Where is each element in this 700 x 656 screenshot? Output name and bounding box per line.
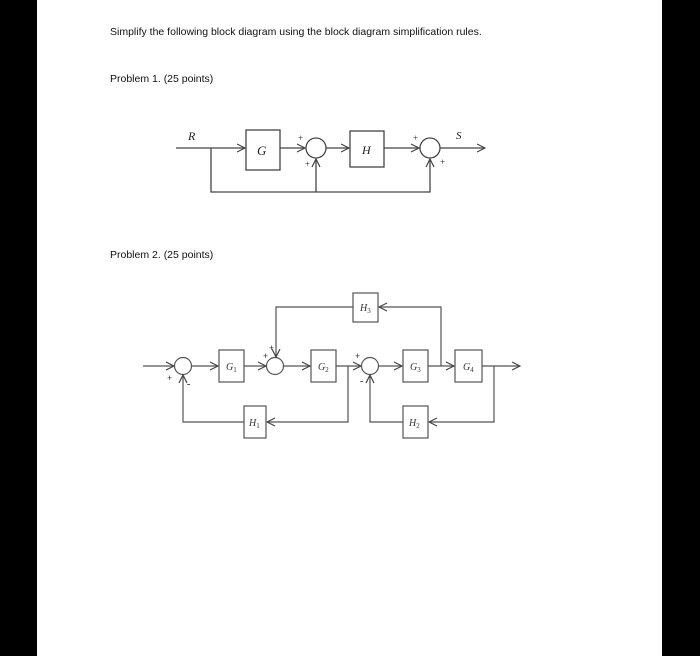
- problem-1-diagram: [176, 130, 485, 192]
- summing-junction-c: [362, 358, 379, 375]
- block-h2-label: $H_2$: [409, 418, 420, 430]
- sum-a-sign-minus: -: [187, 379, 191, 390]
- block-h-label: H: [362, 143, 371, 157]
- block-g1-label: $G_1$: [226, 362, 237, 374]
- summing-junction-1: [306, 138, 326, 158]
- output-label-s: S: [456, 130, 462, 142]
- sum2-sign-top: +: [413, 133, 419, 143]
- summing-junction-a: [175, 358, 192, 375]
- summing-junction-2: [420, 138, 440, 158]
- problem-2-title: Problem 2. (25 points): [110, 249, 214, 261]
- block-h1-label: $H_1$: [249, 418, 260, 430]
- sum-c-sign-plus: +: [355, 351, 361, 361]
- input-label-r: R: [188, 129, 196, 143]
- block-g4-label: $G_4$: [463, 362, 474, 374]
- block-g2-label: $G_2$: [318, 362, 329, 374]
- block-g-label: G: [257, 143, 267, 158]
- sum-c-sign-minus: -: [360, 376, 364, 387]
- sum1-sign-bottom: +: [305, 159, 311, 169]
- sum-b-sign-left: +: [263, 351, 269, 361]
- summing-junction-b: [267, 358, 284, 375]
- problem-1-title: Problem 1. (25 points): [110, 73, 214, 85]
- sum-a-sign-plus: +: [167, 373, 173, 383]
- sum1-sign-top: +: [298, 133, 304, 143]
- block-h3-label: $H_3$: [360, 303, 371, 315]
- block-g3-label: $G_3$: [410, 362, 421, 374]
- sum-b-sign-top: +: [269, 343, 275, 353]
- instruction-text: Simplify the following block diagram using the block diagram simplification rules.: [110, 26, 482, 38]
- sum2-sign-bottom: +: [440, 157, 446, 167]
